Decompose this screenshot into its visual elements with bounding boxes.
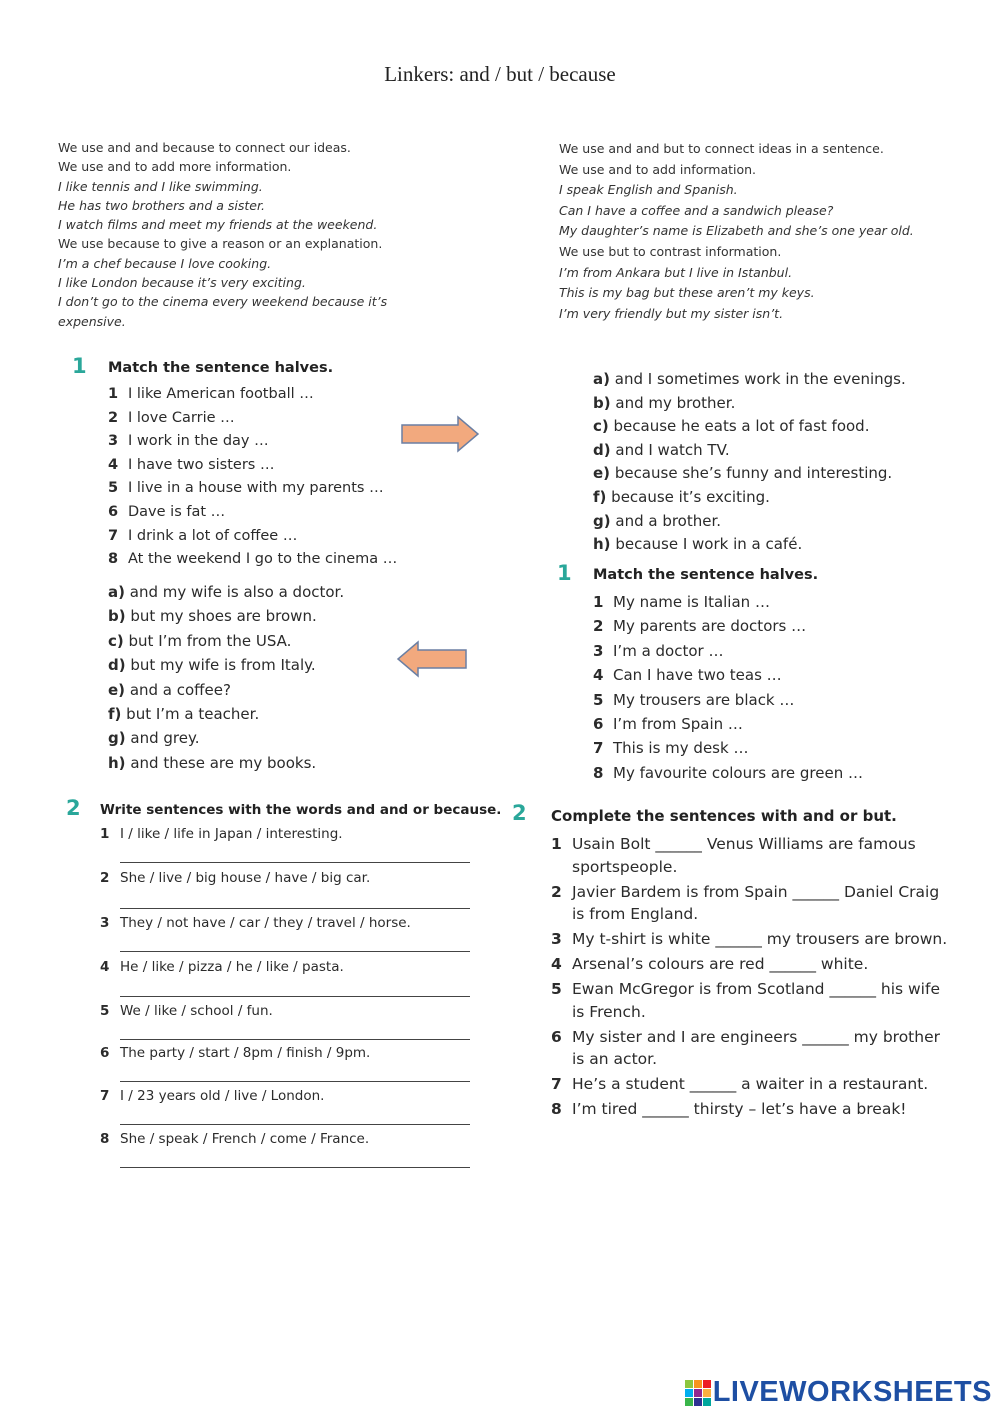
option-key: d)	[593, 440, 611, 459]
list-item	[100, 915, 411, 931]
grammar-example: He has two brothers and a sister.	[58, 197, 265, 213]
list-item	[551, 1098, 951, 1121]
item-text: She / speak / French / come / France.	[120, 1131, 370, 1147]
exercise-number: 1	[557, 561, 572, 585]
item-text: My favourite colours are green …	[613, 763, 863, 782]
grammar-example: I watch films and meet my friends at the weekend.	[58, 217, 378, 233]
grammar-example: I don’t go to the cinema every weekend because it’s	[58, 294, 388, 310]
arrow-left-icon	[396, 640, 468, 678]
answer-line[interactable]	[120, 1124, 470, 1125]
item-number: 6	[100, 1045, 110, 1061]
option-key: f)	[108, 705, 122, 724]
item-number: 6	[551, 1027, 562, 1046]
item-number: 4	[108, 456, 119, 473]
item-text: I like American football …	[128, 386, 314, 402]
option-key: h)	[593, 535, 611, 554]
list-item	[551, 881, 951, 926]
item-number: 2	[551, 882, 562, 901]
list-item	[100, 1045, 370, 1061]
sentence-halves-list	[593, 590, 863, 785]
item-number: 8	[100, 1131, 110, 1147]
option-key: c)	[593, 417, 609, 436]
answer-line[interactable]	[120, 862, 470, 863]
grammar-line: We use because to give a reason or an explanation.	[58, 236, 383, 252]
item-number: 6	[593, 715, 604, 734]
option-key: f)	[593, 487, 607, 506]
option-key: g)	[108, 729, 126, 748]
answer-option[interactable]	[593, 415, 906, 439]
item-number: 7	[593, 739, 604, 758]
grammar-line: We use and to add information.	[559, 161, 757, 177]
list-item	[551, 1073, 951, 1096]
item-number: 6	[108, 503, 119, 520]
sentence-halves-list	[108, 383, 397, 572]
grammar-example: I speak English and Spanish.	[559, 182, 738, 198]
answer-line[interactable]	[120, 951, 470, 952]
grammar-example: My daughter’s name is Elizabeth and she’s one year old.	[559, 223, 914, 239]
item-number: 5	[100, 1003, 110, 1019]
list-item	[593, 736, 863, 760]
answer-line[interactable]	[120, 908, 470, 909]
list-item	[593, 761, 863, 785]
answer-option[interactable]	[593, 486, 906, 510]
item-text[interactable]: Usain Bolt ______ Venus Williams are famous sportspeople.	[572, 835, 916, 876]
item-text[interactable]: My sister and I are engineers ______ my brother is an actor.	[572, 1027, 940, 1068]
answer-option[interactable]	[593, 510, 906, 534]
item-number: 3	[551, 930, 562, 948]
option-key: a)	[593, 370, 610, 388]
option-text: and a coffee?	[129, 680, 231, 699]
item-text: This is my desk …	[613, 739, 749, 758]
option-text: and these are my books.	[130, 753, 317, 772]
list-item	[100, 870, 370, 886]
answer-option[interactable]	[593, 462, 906, 486]
list-item	[551, 953, 951, 976]
option-text: because he eats a lot of fast food.	[613, 417, 870, 436]
option-key: b)	[593, 393, 611, 412]
item-text: They / not have / car / they / travel / horse.	[120, 915, 411, 931]
arrow-right-icon	[400, 415, 480, 453]
list-item	[593, 663, 863, 687]
exercise-heading: Complete the sentences with and or but.	[551, 807, 897, 825]
item-number: 8	[551, 1100, 562, 1118]
answer-line[interactable]	[120, 1167, 470, 1168]
grammar-box-left	[58, 138, 387, 331]
grammar-example: I’m a chef because I love cooking.	[58, 255, 272, 271]
answer-option[interactable]	[108, 653, 344, 677]
option-key: e)	[593, 464, 611, 483]
option-text: because it’s exciting.	[611, 487, 770, 506]
exercise-number: 1	[72, 354, 87, 378]
list-item	[108, 407, 397, 431]
option-text: and I sometimes work in the evenings.	[614, 370, 906, 388]
grammar-example: This is my bag but these aren’t my keys.	[559, 285, 815, 301]
item-text: I work in the day …	[128, 433, 269, 450]
list-item	[551, 833, 951, 878]
exercise-heading: Write sentences with the words and and or because.	[100, 802, 502, 818]
answer-option[interactable]	[108, 702, 344, 726]
item-number: 2	[108, 409, 119, 426]
answer-option[interactable]	[108, 580, 344, 604]
item-text: I drink a lot of coffee …	[128, 527, 298, 544]
exercise-heading: Match the sentence halves.	[108, 360, 334, 376]
item-number: 2	[100, 870, 110, 886]
grammar-line: We use and to add more information.	[58, 159, 292, 175]
answer-line[interactable]	[120, 1039, 470, 1040]
item-number: 4	[100, 959, 110, 975]
item-text: My trousers are black …	[613, 690, 795, 709]
option-key: b)	[108, 607, 126, 626]
option-key: h)	[108, 753, 126, 772]
option-text: and I watch TV.	[615, 440, 730, 459]
item-text[interactable]: I’m tired ______ thirsty – let’s have a break!	[572, 1100, 907, 1118]
list-item	[593, 712, 863, 736]
option-text: because she’s funny and interesting.	[614, 464, 893, 483]
item-number: 7	[551, 1075, 562, 1093]
item-text: At the weekend I go to the cinema …	[128, 551, 398, 568]
answer-option[interactable]	[593, 392, 906, 416]
list-item	[100, 1131, 369, 1147]
item-number: 5	[593, 690, 604, 709]
answer-option[interactable]	[593, 439, 906, 463]
item-text: I love Carrie …	[128, 409, 235, 426]
item-number: 1	[593, 593, 604, 611]
list-item	[100, 959, 344, 975]
option-text: but I’m from the USA.	[128, 631, 292, 650]
item-text: We / like / school / fun.	[120, 1003, 273, 1019]
option-text: but my shoes are brown.	[130, 607, 317, 626]
list-item	[108, 525, 397, 549]
item-text: Can I have two teas …	[613, 666, 782, 685]
option-text: and a brother.	[615, 511, 722, 530]
grammar-example: expensive.	[58, 313, 126, 329]
list-item	[551, 928, 951, 951]
list-item	[593, 688, 863, 712]
item-number: 5	[108, 480, 119, 497]
option-key: a)	[108, 583, 125, 601]
item-text: I / like / life in Japan / interesting.	[120, 826, 343, 842]
answer-option[interactable]	[108, 604, 344, 628]
list-item	[551, 978, 951, 1023]
option-text: but my wife is from Italy.	[130, 656, 316, 675]
grammar-example: Can I have a coffee and a sandwich please?	[559, 202, 834, 218]
option-text: and my brother.	[615, 393, 736, 412]
list-item	[551, 1026, 951, 1071]
answer-options-list	[108, 580, 344, 775]
grammar-example: I’m from Ankara but I live in Istanbul.	[559, 264, 793, 280]
answer-option[interactable]	[108, 751, 344, 775]
answer-line[interactable]	[120, 996, 470, 997]
option-text: and grey.	[130, 729, 200, 748]
logo-text: LIVEWORKSHEETS	[712, 1376, 992, 1408]
item-text: My name is Italian …	[613, 593, 770, 611]
grammar-box-right	[559, 139, 914, 324]
item-number: 8	[593, 763, 604, 782]
list-item	[100, 826, 343, 842]
complete-sentences-list	[551, 833, 951, 1123]
option-text: and my wife is also a doctor.	[129, 583, 345, 601]
item-text: I live in a house with my parents …	[128, 480, 384, 497]
item-text: I have two sisters …	[128, 456, 275, 473]
option-key: c)	[108, 631, 124, 650]
item-text: The party / start / 8pm / finish / 9pm.	[120, 1045, 371, 1061]
grammar-example: I like tennis and I like swimming.	[58, 178, 263, 194]
page-title: Linkers: and / but / because	[384, 62, 616, 86]
list-item	[108, 501, 397, 525]
item-text[interactable]: Ewan McGregor is from Scotland ______ his wife is French.	[572, 980, 940, 1021]
option-key: e)	[108, 680, 126, 699]
item-text: She / live / big house / have / big car.	[120, 870, 371, 886]
write-sentences-list	[100, 826, 480, 1176]
list-item	[593, 590, 863, 614]
item-text: He / like / pizza / he / like / pasta.	[120, 959, 344, 975]
grammar-line: We use but to contrast information.	[559, 243, 782, 259]
item-number: 5	[551, 980, 562, 998]
answer-line[interactable]	[120, 1081, 470, 1082]
option-key: g)	[593, 511, 611, 530]
item-number: 2	[593, 617, 604, 636]
answer-option[interactable]	[108, 726, 344, 750]
item-number: 8	[108, 551, 119, 568]
item-text[interactable]: He’s a student ______ a waiter in a restaurant.	[572, 1075, 929, 1093]
item-number: 7	[108, 527, 119, 544]
exercise-number: 2	[512, 801, 527, 825]
grammar-line: We use and and because to connect our ideas.	[58, 140, 351, 155]
list-item	[108, 454, 397, 478]
list-item	[100, 1088, 324, 1104]
list-item	[593, 614, 863, 638]
item-number: 4	[551, 955, 562, 973]
item-text[interactable]: Arsenal’s colours are red ______ white.	[572, 955, 869, 973]
item-number: 1	[100, 826, 110, 842]
item-text[interactable]: Javier Bardem is from Spain ______ Daniel Craig is from England.	[572, 882, 940, 923]
liveworksheets-logo[interactable]	[685, 1376, 992, 1409]
answer-options-list	[593, 368, 906, 557]
item-number: 1	[108, 386, 119, 402]
option-text: because I work in a café.	[615, 535, 803, 554]
answer-option[interactable]	[593, 533, 906, 557]
liveworksheets-logo-icon	[685, 1380, 711, 1406]
item-number: 3	[593, 641, 604, 660]
grammar-example: I like London because it’s very exciting.	[58, 275, 306, 291]
item-number: 3	[108, 433, 119, 450]
item-number: 4	[593, 666, 604, 685]
item-text: Dave is fat …	[128, 503, 226, 520]
list-item	[100, 1003, 273, 1019]
item-text: I / 23 years old / live / London.	[120, 1088, 325, 1104]
exercise-number: 2	[66, 796, 81, 820]
item-number: 3	[100, 915, 110, 931]
list-item	[593, 639, 863, 663]
item-number: 1	[551, 835, 562, 853]
answer-option[interactable]	[108, 629, 344, 653]
item-text: I’m from Spain …	[613, 715, 743, 734]
option-text: but I’m a teacher.	[126, 705, 260, 724]
grammar-line: We use and and but to connect ideas in a sentence.	[559, 141, 884, 156]
exercise-heading: Match the sentence halves.	[593, 567, 819, 583]
item-text: I’m a doctor …	[613, 641, 724, 660]
list-item	[108, 383, 397, 407]
item-text[interactable]: My t-shirt is white ______ my trousers are brown.	[572, 930, 948, 948]
answer-option[interactable]	[108, 678, 344, 702]
item-number: 7	[100, 1088, 110, 1104]
item-text: My parents are doctors …	[613, 617, 807, 636]
list-item	[108, 430, 397, 454]
list-item	[108, 477, 397, 501]
answer-option[interactable]	[593, 368, 906, 392]
option-key: d)	[108, 656, 126, 675]
grammar-example: I’m very friendly but my sister isn’t.	[559, 305, 784, 321]
list-item	[108, 548, 397, 572]
